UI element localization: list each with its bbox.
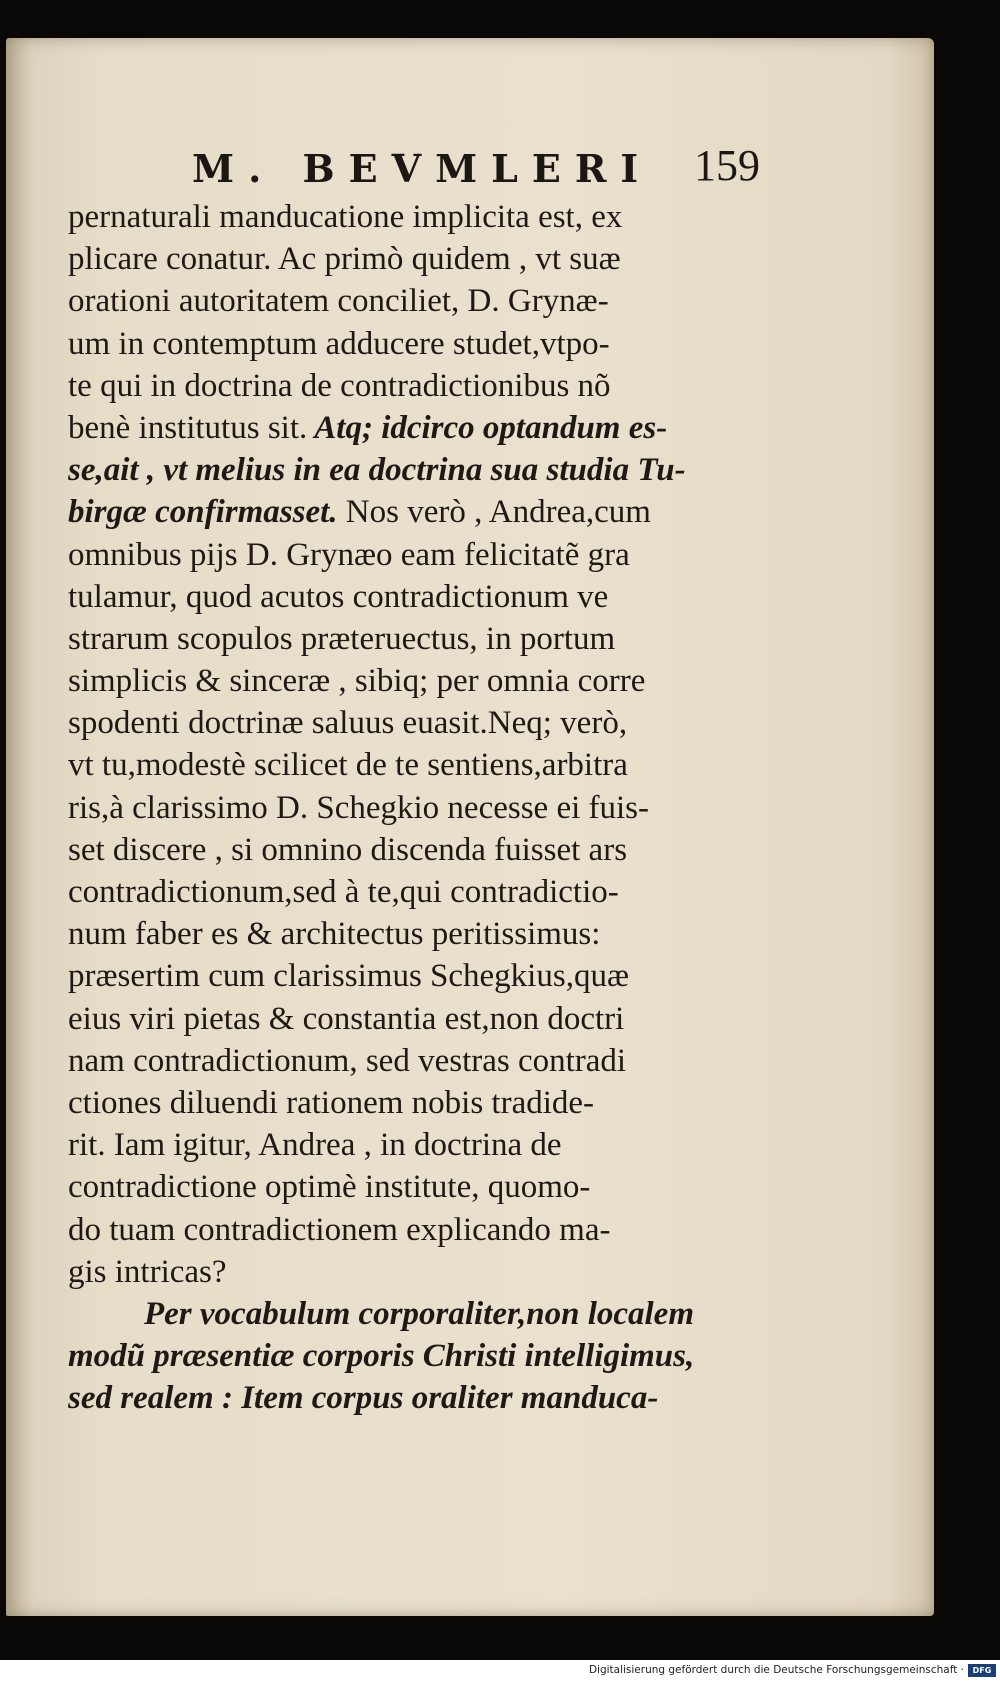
text-line bbox=[68, 829, 708, 871]
text-line bbox=[68, 534, 708, 576]
text-segment: simplicis & sinceræ , sibiq; per omnia corre bbox=[68, 663, 646, 700]
page-number: 159 bbox=[694, 141, 760, 190]
text-segment: um in contemptum adducere studet,vtpo- bbox=[68, 325, 610, 362]
text-line bbox=[68, 280, 708, 322]
text-segment: ctiones diluendi rationem nobis tradide- bbox=[68, 1084, 595, 1121]
text-segment: do tuam contradictionem explicando ma- bbox=[68, 1211, 611, 1248]
text-segment: contradictionum,sed à te,qui contradictio- bbox=[68, 874, 619, 910]
text-segment: strarum scopulos præteruectus, in portum bbox=[68, 620, 616, 657]
text-segment: num faber es & architectus peritissimus: bbox=[68, 916, 601, 953]
text-line bbox=[68, 998, 708, 1040]
text-line bbox=[68, 871, 708, 913]
text-line bbox=[68, 1209, 708, 1251]
text-segment: eius viri pietas & constantia est,non doctri bbox=[68, 1000, 625, 1037]
text-segment: orationi autoritatem conciliet, D. Grynæ- bbox=[68, 283, 609, 320]
text-segment-roman: Nos verò , Andrea,cum bbox=[337, 494, 651, 531]
text-segment: set discere , si omnino discenda fuisset ars bbox=[68, 831, 628, 868]
text-segment: te qui in doctrina de contradictionibus nõ bbox=[68, 367, 611, 404]
text-line bbox=[68, 1166, 708, 1208]
text-line bbox=[68, 1335, 708, 1377]
text-line bbox=[68, 238, 708, 280]
text-line bbox=[68, 491, 708, 533]
text-line bbox=[68, 1377, 708, 1419]
text-segment: birgæ confirmasset. bbox=[68, 494, 338, 531]
text-line bbox=[68, 576, 708, 618]
text-segment: se,ait , vt melius in ea doctrina sua studia Tu- bbox=[68, 452, 686, 489]
body-text bbox=[68, 196, 708, 1419]
footer-bar bbox=[0, 1660, 1000, 1681]
text-segment: Per vocabulum corporaliter,non localem bbox=[144, 1295, 694, 1332]
text-segment: contradictione optimè institute, quomo- bbox=[68, 1169, 591, 1206]
text-line bbox=[68, 913, 708, 955]
text-segment: tulamur, quod acutos contradictionum ve bbox=[68, 578, 609, 615]
text-segment: præsertim cum clarissimus Schegkius,quæ bbox=[68, 958, 629, 995]
running-head: M. BEVMLERI bbox=[192, 146, 653, 191]
text-segment: vt tu,modestè scilicet de te sentiens,arbitra bbox=[68, 747, 628, 784]
text-line bbox=[68, 955, 708, 997]
text-line bbox=[68, 365, 708, 407]
text-segment: spodenti doctrinæ saluus euasit.Neq; verò, bbox=[68, 705, 628, 742]
text-segment: rit. Iam igitur, Andrea , in doctrina de bbox=[68, 1127, 562, 1164]
text-line bbox=[68, 1040, 708, 1082]
text-segment: pernaturali manducatione implicita est, ex bbox=[68, 199, 623, 235]
text-line bbox=[68, 449, 708, 491]
text-segment: omnibus pijs D. Grynæo eam felicitatẽ gra bbox=[68, 536, 630, 573]
text-segment-italic: Atq; idcirco optandum es- bbox=[307, 409, 668, 446]
text-line bbox=[68, 702, 708, 744]
text-line bbox=[68, 1251, 708, 1293]
text-segment: gis intricas? bbox=[68, 1253, 227, 1290]
text-line bbox=[68, 1293, 708, 1335]
text-segment: sed realem : Item corpus oraliter manduca- bbox=[68, 1380, 659, 1417]
text-line bbox=[68, 660, 708, 702]
text-line bbox=[68, 618, 708, 660]
text-line bbox=[68, 744, 708, 786]
text-segment: benè institutus sit. bbox=[68, 409, 308, 446]
footer-credit: Digitalisierung gefördert durch die Deutsche Forschungsgemeinschaft · bbox=[588, 1664, 964, 1676]
text-segment: plicare conatur. Ac primò quidem , vt suæ bbox=[68, 241, 621, 278]
text-line bbox=[68, 196, 708, 238]
text-line bbox=[68, 1082, 708, 1124]
dfg-logo: DFG bbox=[968, 1664, 996, 1677]
text-segment: modũ præsentiæ corporis Christi intelligimus, bbox=[68, 1338, 695, 1375]
text-segment: nam contradictionum, sed vestras contradi bbox=[68, 1042, 627, 1079]
text-line bbox=[68, 1124, 708, 1166]
text-line bbox=[68, 787, 708, 829]
text-segment: ris,à clarissimo D. Schegkio necesse ei fuis- bbox=[68, 789, 650, 826]
text-line bbox=[68, 407, 708, 449]
text-line bbox=[68, 323, 708, 365]
